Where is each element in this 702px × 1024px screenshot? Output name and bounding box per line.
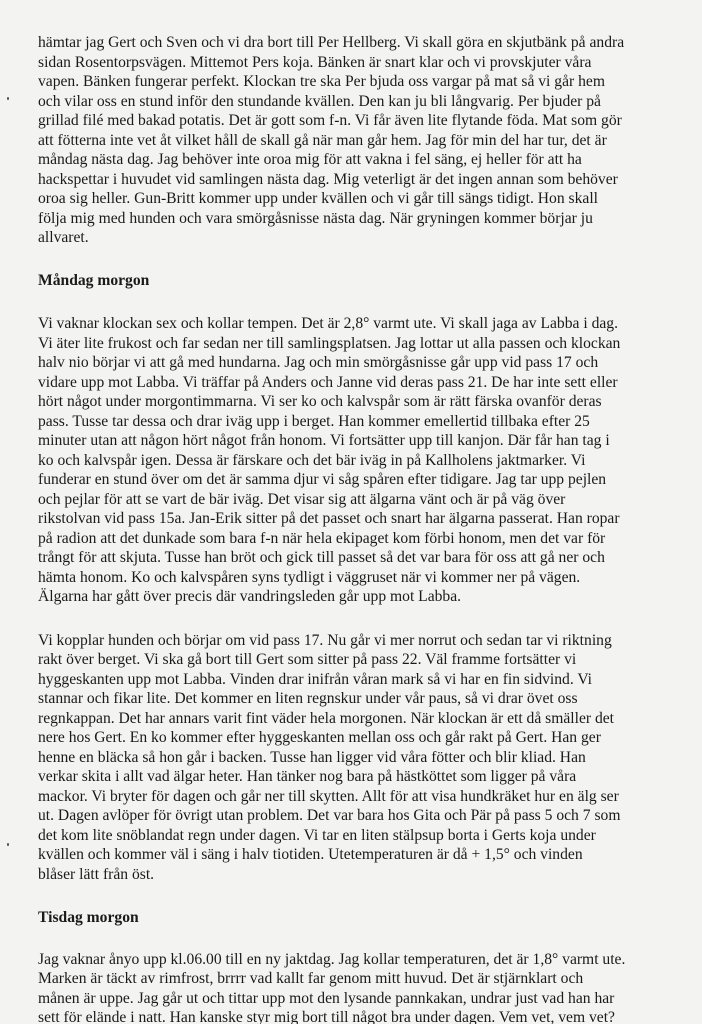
heading-tuesday-morning: Tisdag morgon <box>38 909 139 926</box>
scan-speck <box>7 843 9 846</box>
monday-paragraph-1: Vi vaknar klockan sex och kollar tempen. Det är 2,8° varmt ute. Vi skall jaga av Labba i dag. Vi äter lite frukost och far sedan ner till samlingsplatsen. Jag lottar ut alla passen och klockan halv nio börjar vi att gå med hundarna. Jag och min smörgåsnisse går upp vid pass 17 och vidare upp mot Labba. Vi träffar på Anders och Janne vid deras pass 21. De har inte sett eller hört något under morgontimmarna. Vi ser ko och kalvspår som är rätt färska ovanför deras pass. Tusse tar dessa och drar iväg upp i berget. Han kommer emellertid tillbaka efter 25 minuter utan att någon hört något från honom. Vi fortsätter upp till kanjon. Där får han tag i ko och kalvspår igen. Dessa är färskare och det bär iväg in på Kallholens jaktmarker. Vi funderar en stund över om det är samma djur vi såg spåren efter tidigare. Jag tar upp pejlen och pejlar för att se vart de bär iväg. Det visar sig att älgarna vänt och är på väg över rikstolvan vid pass 15a. Jan-Erik sitter på det passet och snart har älgarna passerat. Han ropar på radion att det dunkade som bara f-n när hela ekipaget kom förbi honom, men det var för trångt för att skjuta. Tusse han bröt och gick till passet så det var bara för oss att gå ner och hämta honom. Ko och kalvspåren syns tydligt i väggruset när vi kommer ner på vägen. Älgarna har gått över precis där vandringsleden går upp mot Labba. <box>38 315 621 605</box>
heading-monday-morning: Måndag morgon <box>38 271 150 289</box>
spacer <box>38 884 680 908</box>
spacer <box>38 290 680 314</box>
spacer <box>38 248 680 271</box>
intro-paragraph: hämtar jag Gert och Sven och vi dra bort till Per Hellberg. Vi skall göra en skjutbänk på andra sidan Rosentorpsvägen. Mittemot Pers koja. Bänken är snart klar och vi provskjuter våra vapen. Bänken fungerar perfekt. Klockan tre ska Per bjuda oss vargar på mat så vi går hem och vilar oss en stund inför den stundande kvällen. Den kan ju bli långvarig. Per bjuder på grillad filé med bakad potatis. Det är gott som f-n. Vi får även lite flytande föda. Mat som gör att fötterna inte vet åt vilket håll de skall gå när man går hem. Jag för min del har tur, det är måndag nästa dag. Jag behöver inte oroa mig för att vakna i fel säng, ej heller för att ha hackspettar i huvudet vid samlingen nästa dag. Mig veterligt är det ingen annan som behöver oroa sig heller. Gun-Britt kommer upp under kvällen och vi går till sängs tidigt. Hon skall följa mig med hunden och vara smörgåsnisse nästa dag. När gryningen kommer börjar ju allvaret. <box>38 34 625 246</box>
spacer <box>38 928 680 950</box>
scan-speck <box>7 97 9 100</box>
spacer <box>38 607 680 631</box>
monday-paragraph-2: Vi kopplar hunden och börjar om vid pass 17. Nu går vi mer norrut och sedan tar vi riktning rakt över berget. Vi ska gå bort till Gert som sitter på pass 22. Väl framme fortsätter vi hyggeskanten upp mot Labba. Vinden drar inifrån våran mark så vi har en fin sidvind. Vi stannar och fikar lite. Det kommer en liten regnskur under vår paus, så vi drar övet oss regnkappan. Det har annars varit fint väder hela morgonen. När klockan är ett då smäller det nere hos Gert. En ko kommer efter hyggeskanten mellan oss och går rakt på Gert. Han ger henne en bläcka så hon går i backen. Tusse han ligger vid våra fötter och blir kliad. Han verkar skita i allt vad älgar heter. Han tänker nog bara på hästköttet som ligger på våra mackor. Vi bryter för dagen och går ner till skytten. Allt för att visa hundkräket hur en älg ser ut. Dagen avlöper för övrigt utan problem. Det var bara hos Gita och Pär på pass 5 och 7 som det kom lite snöblandat regn under dagen. Vi tar en liten stälpsup borta i Gerts koja under kvällen och kommer väl i säng i halv tiotiden. Utetemperaturen är då + 1,5° och vinden blåser lätt från öst. <box>38 631 621 883</box>
tuesday-paragraph: Jag vaknar ånyo upp kl.06.00 till en ny jaktdag. Jag kollar temperaturen, det är 1,8° varmt ute. Marken är täckt av rimfrost, brrrr vad kallt far genom mitt huvud. Det är stjärnklart och månen är uppe. Jag går ut och tittar upp mot den lysande pannkakan, undrar just vad han har sett för elände i natt. Han kanske styr mig bort till något bra under dagen. Vem vet, vem vet? <box>38 950 626 1024</box>
